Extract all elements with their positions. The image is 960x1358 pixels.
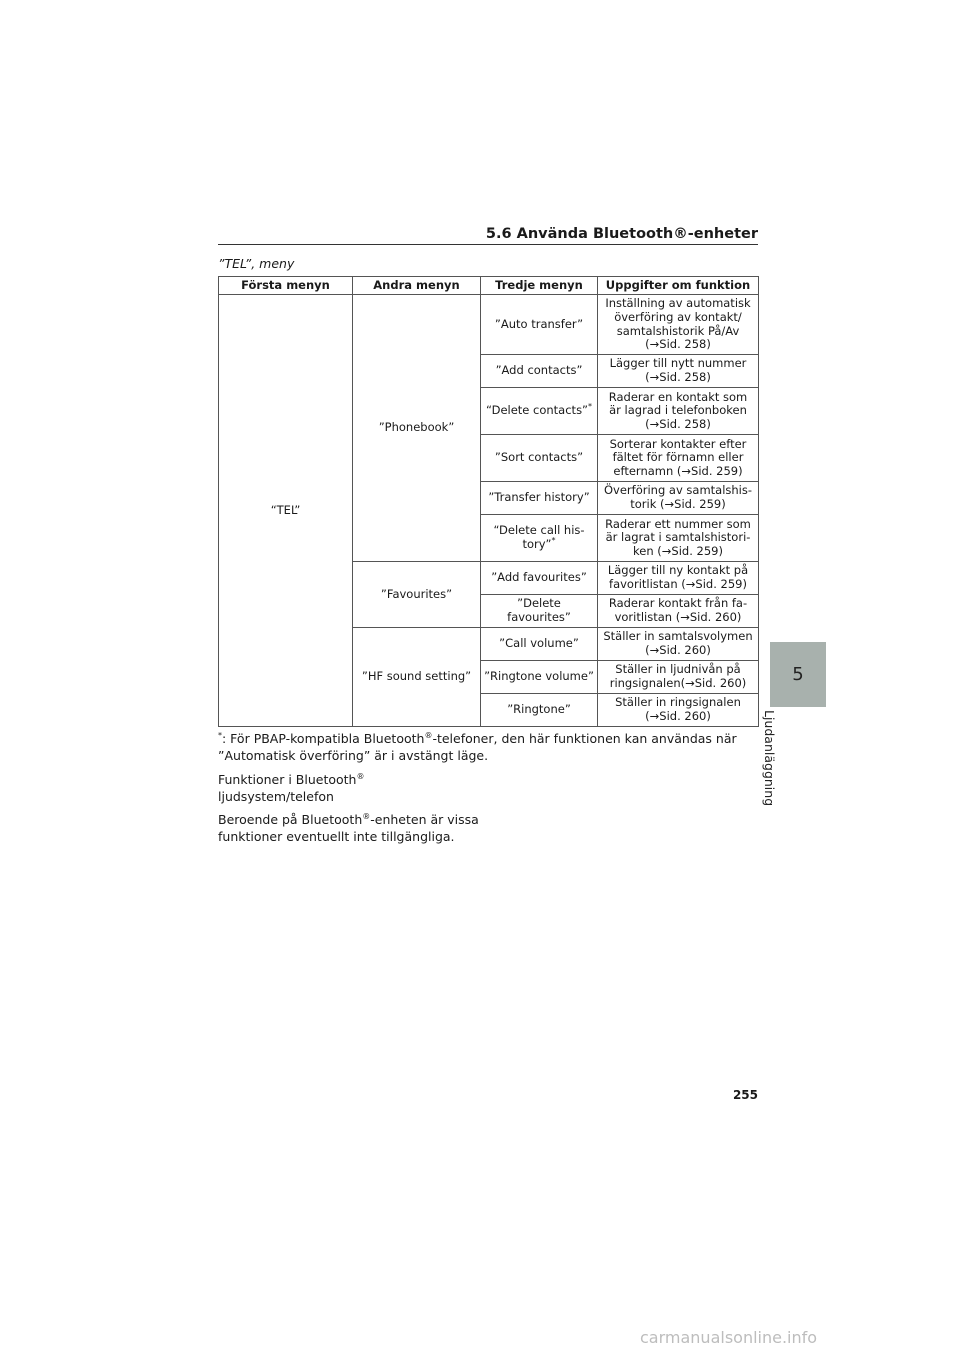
- tel-menu-table: [218, 276, 759, 727]
- footnote-text-end: -telefoner, den här funktionen kan användas när ”Automatisk överföring” är i avstängt läge.: [218, 731, 737, 763]
- footnote-mark: *: [218, 731, 222, 740]
- header-divider: [218, 244, 758, 245]
- third-menu-item: ”Ringtone volume”: [481, 661, 598, 694]
- registered-mark: ®: [356, 772, 365, 781]
- second-menu-favourites: ”Favourites”: [353, 562, 481, 628]
- footnote-mark: *: [551, 536, 556, 545]
- function-description: Raderar en kontakt som är lagrad i telefonboken (→Sid. 258): [598, 388, 759, 435]
- paragraph-text: Funktioner i Bluetooth: [218, 772, 357, 787]
- section-header: 5.6 Använda Bluetooth®-enheter: [485, 226, 758, 242]
- third-menu-label: “Delete contacts”: [485, 403, 589, 418]
- paragraph-text: ljudsystem/telefon: [218, 788, 334, 804]
- function-description: Ställer in ljudnivån på ringsignalen(→Sid. 260): [598, 661, 759, 694]
- column-header-function: Uppgifter om funktion: [598, 277, 759, 295]
- chapter-label-text: Ljudanläggning: [762, 710, 777, 807]
- second-menu-phonebook: ”Phonebook”: [353, 295, 481, 562]
- column-header-third-menu: Tredje menyn: [481, 277, 598, 295]
- third-menu-item: ”Add contacts”: [481, 355, 598, 388]
- column-header-second-menu: Andra menyn: [353, 277, 481, 295]
- table-row: [219, 295, 759, 355]
- bluetooth-functions-paragraph: [218, 772, 518, 805]
- watermark: carmanualsonline.info: [640, 1328, 818, 1347]
- bluetooth-availability-paragraph: [218, 812, 518, 845]
- function-description: Lägger till nytt nummer (→Sid. 258): [598, 355, 759, 388]
- third-menu-item: [481, 388, 598, 435]
- third-menu-item: ”Ringtone”: [481, 694, 598, 727]
- second-menu-hf-sound-setting: ”HF sound setting”: [353, 628, 481, 727]
- function-description: Ställer in ringsignalen (→Sid. 260): [598, 694, 759, 727]
- first-menu-tel: “TEL”: [219, 295, 353, 727]
- third-menu-item: ”Call volume”: [481, 628, 598, 661]
- table-caption: ”TEL”, meny: [218, 256, 295, 271]
- registered-mark: ®: [362, 812, 371, 821]
- chapter-number: 5: [792, 664, 804, 685]
- function-description: Ställer in samtalsvolymen (→Sid. 260): [598, 628, 759, 661]
- column-header-first-menu: Första menyn: [219, 277, 353, 295]
- function-description: Raderar kontakt från fa- voritlistan (→Sid. 260): [598, 595, 759, 628]
- third-menu-item: ”Sort contacts”: [481, 435, 598, 482]
- function-description: Överföring av samtalshis- torik (→Sid. 259): [598, 482, 759, 515]
- footnote-mark: *: [588, 402, 593, 412]
- function-description: Raderar ett nummer som är lagrat i samtalshistori- ken (→Sid. 259): [598, 515, 759, 562]
- paragraph-text: -enheten är vissa funktioner eventuellt inte tillgängliga.: [218, 812, 479, 844]
- table-header-row: [219, 277, 759, 295]
- footnote: [218, 731, 758, 764]
- page-number: 255: [732, 1088, 758, 1102]
- third-menu-item: ”Add favourites”: [481, 562, 598, 595]
- third-menu-item: ”Transfer history”: [481, 482, 598, 515]
- function-description: Sorterar kontakter efter fältet för förnamn eller efternamn (→Sid. 259): [598, 435, 759, 482]
- chapter-tab: [770, 642, 826, 707]
- third-menu-item: ”Delete favourites”: [481, 595, 598, 628]
- paragraph-text: Beroende på Bluetooth: [218, 812, 363, 827]
- footnote-text-start: : För PBAP-kompatibla Bluetooth: [222, 731, 425, 746]
- function-description: Inställning av automatisk överföring av kontakt/ samtalshistorik På/Av (→Sid. 258): [598, 295, 759, 355]
- third-menu-item: [481, 515, 598, 562]
- third-menu-label: “Delete call his- tory”: [493, 523, 585, 551]
- function-description: Lägger till ny kontakt på favoritlistan (→Sid. 259): [598, 562, 759, 595]
- registered-mark: ®: [424, 731, 433, 740]
- third-menu-item: ”Auto transfer”: [481, 295, 598, 355]
